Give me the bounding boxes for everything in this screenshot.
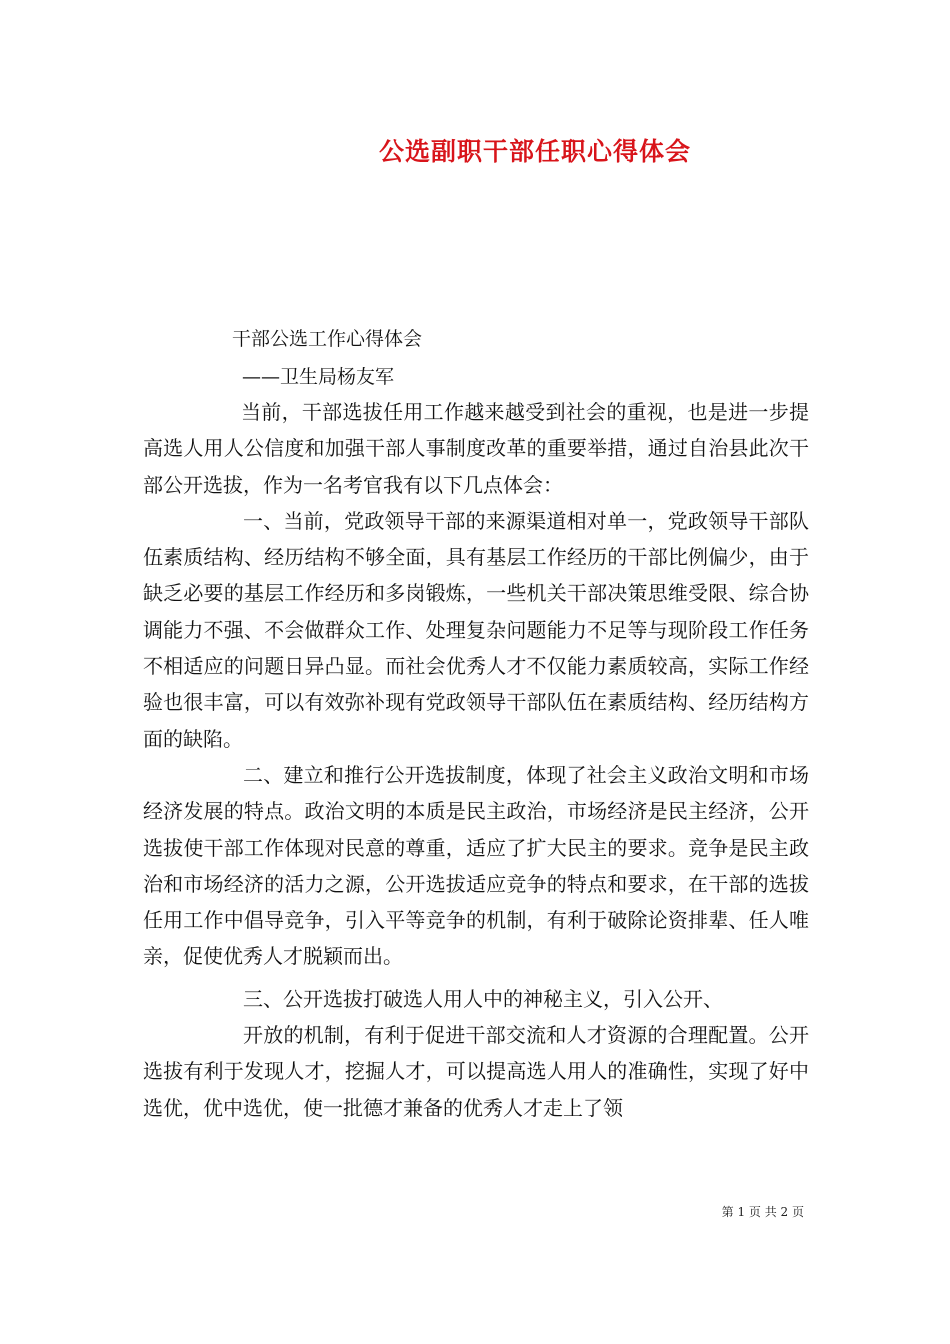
paragraph-intro: 当前，干部选拔任用工作越来越受到社会的重视，也是进一步提高选人用人公信度和加强干部人事制度改革的重要举措，通过自治县此次干部公开选拔，作为一名考官我有以下几点体会： bbox=[143, 400, 809, 497]
paragraph-point-one: 一、当前，党政领导干部的来源渠道相对单一，党政领导干部队伍素质结构、经历结构不够全面，具有基层工作经历的干部比例偏少，由于缺乏必要的基层工作经历和多岗锻炼，一些机关干部决策思维受限、综合协调能力不强、不会做群众工作、处理复杂问题能力不足等与现阶段工作任务不相适应的问题日异凸显。而社会优秀人才不仅能力素质较高，实际工作经验也很丰富，可以有效弥补现有党政领导干部队伍在素质结构、经历结构方面的缺陷。 bbox=[143, 508, 809, 751]
document-subtitle: 干部公选工作心得体会 bbox=[232, 328, 423, 350]
page-number: 第 1 页 共 2 页 bbox=[721, 1205, 804, 1219]
paragraph-point-three: 三、公开选拔打破选人用人中的神秘主义，引入公开、 bbox=[243, 986, 723, 1011]
paragraph-point-three-cont: 开放的机制，有利于促进干部交流和人才资源的合理配置。公开选拔有利于发现人才，挖掘人才，可以提高选人用人的准确性，实现了好中选优，优中选优，使一批德才兼备的优秀人才走上了领 bbox=[143, 1023, 809, 1120]
document-author: ——卫生局杨友军 bbox=[242, 366, 395, 388]
paragraph-point-two: 二、建立和推行公开选拔制度，体现了社会主义政治文明和市场经济发展的特点。政治文明的本质是民主政治，市场经济是民主经济，公开选拔使干部工作体现对民意的尊重，适应了扩大民主的要求。竞争是民主政治和市场经济的活力之源，公开选拔适应竞争的特点和要求，在干部的选拔任用工作中倡导竞争，引入平等竞争的机制，有利于破除论资排辈、任人唯亲，促使优秀人才脱颖而出。 bbox=[143, 762, 809, 969]
document-title: 公选副职干部任职心得体会 bbox=[378, 137, 691, 166]
document-body bbox=[143, 394, 809, 1126]
